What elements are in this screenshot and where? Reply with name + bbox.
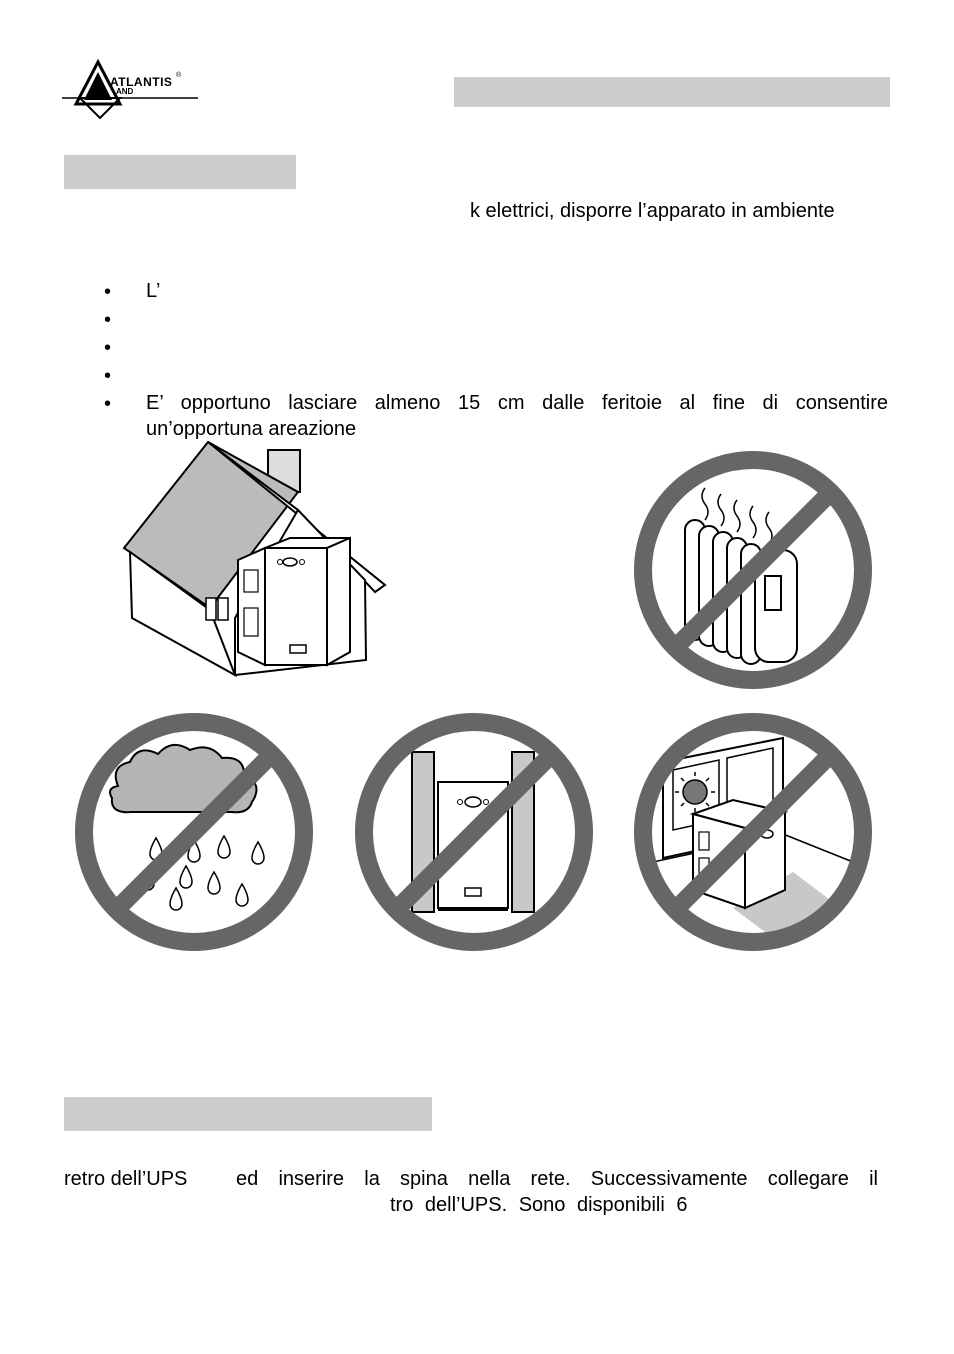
section2-line1-start: retro dell’UPS (64, 1168, 188, 1190)
brand-logo (60, 58, 200, 122)
logo-registered-mark: ® (176, 72, 182, 79)
section2-line2: tro dell’UPS. Sono disponibili 6 (390, 1194, 688, 1216)
direct-sunlight-prohibited-icon (633, 712, 873, 952)
logo-text: ATLANTIS (110, 75, 173, 89)
bullet-item-5-continuation: un’opportuna areazione (146, 418, 357, 440)
radiator-prohibited-icon (633, 450, 873, 690)
bullet-glyph: • (104, 337, 112, 359)
bullet-item-5: E’ opportuno lasciare almeno 15 cm dalle feritoie al fine di consentire (146, 392, 888, 414)
bullet-glyph: • (104, 393, 112, 415)
section1-heading-bar (64, 155, 296, 189)
bullet-item-1: L’ (146, 280, 161, 302)
section1-intro-text: k elettrici, disporre l’apparato in ambiente (470, 200, 835, 222)
bullet-glyph: • (104, 281, 112, 303)
bullet-glyph: • (104, 365, 112, 387)
header-bar (454, 77, 890, 107)
logo-subtext: AND (116, 87, 134, 96)
bullet-glyph: • (104, 309, 112, 331)
rain-prohibited-icon (74, 712, 314, 952)
section2-line1-end: ed inserire la spina nella rete. Successivamente collegare il (236, 1168, 878, 1190)
section2-heading-bar (64, 1097, 432, 1131)
narrow-space-prohibited-icon (354, 712, 594, 952)
house-with-ups-icon (120, 440, 390, 680)
